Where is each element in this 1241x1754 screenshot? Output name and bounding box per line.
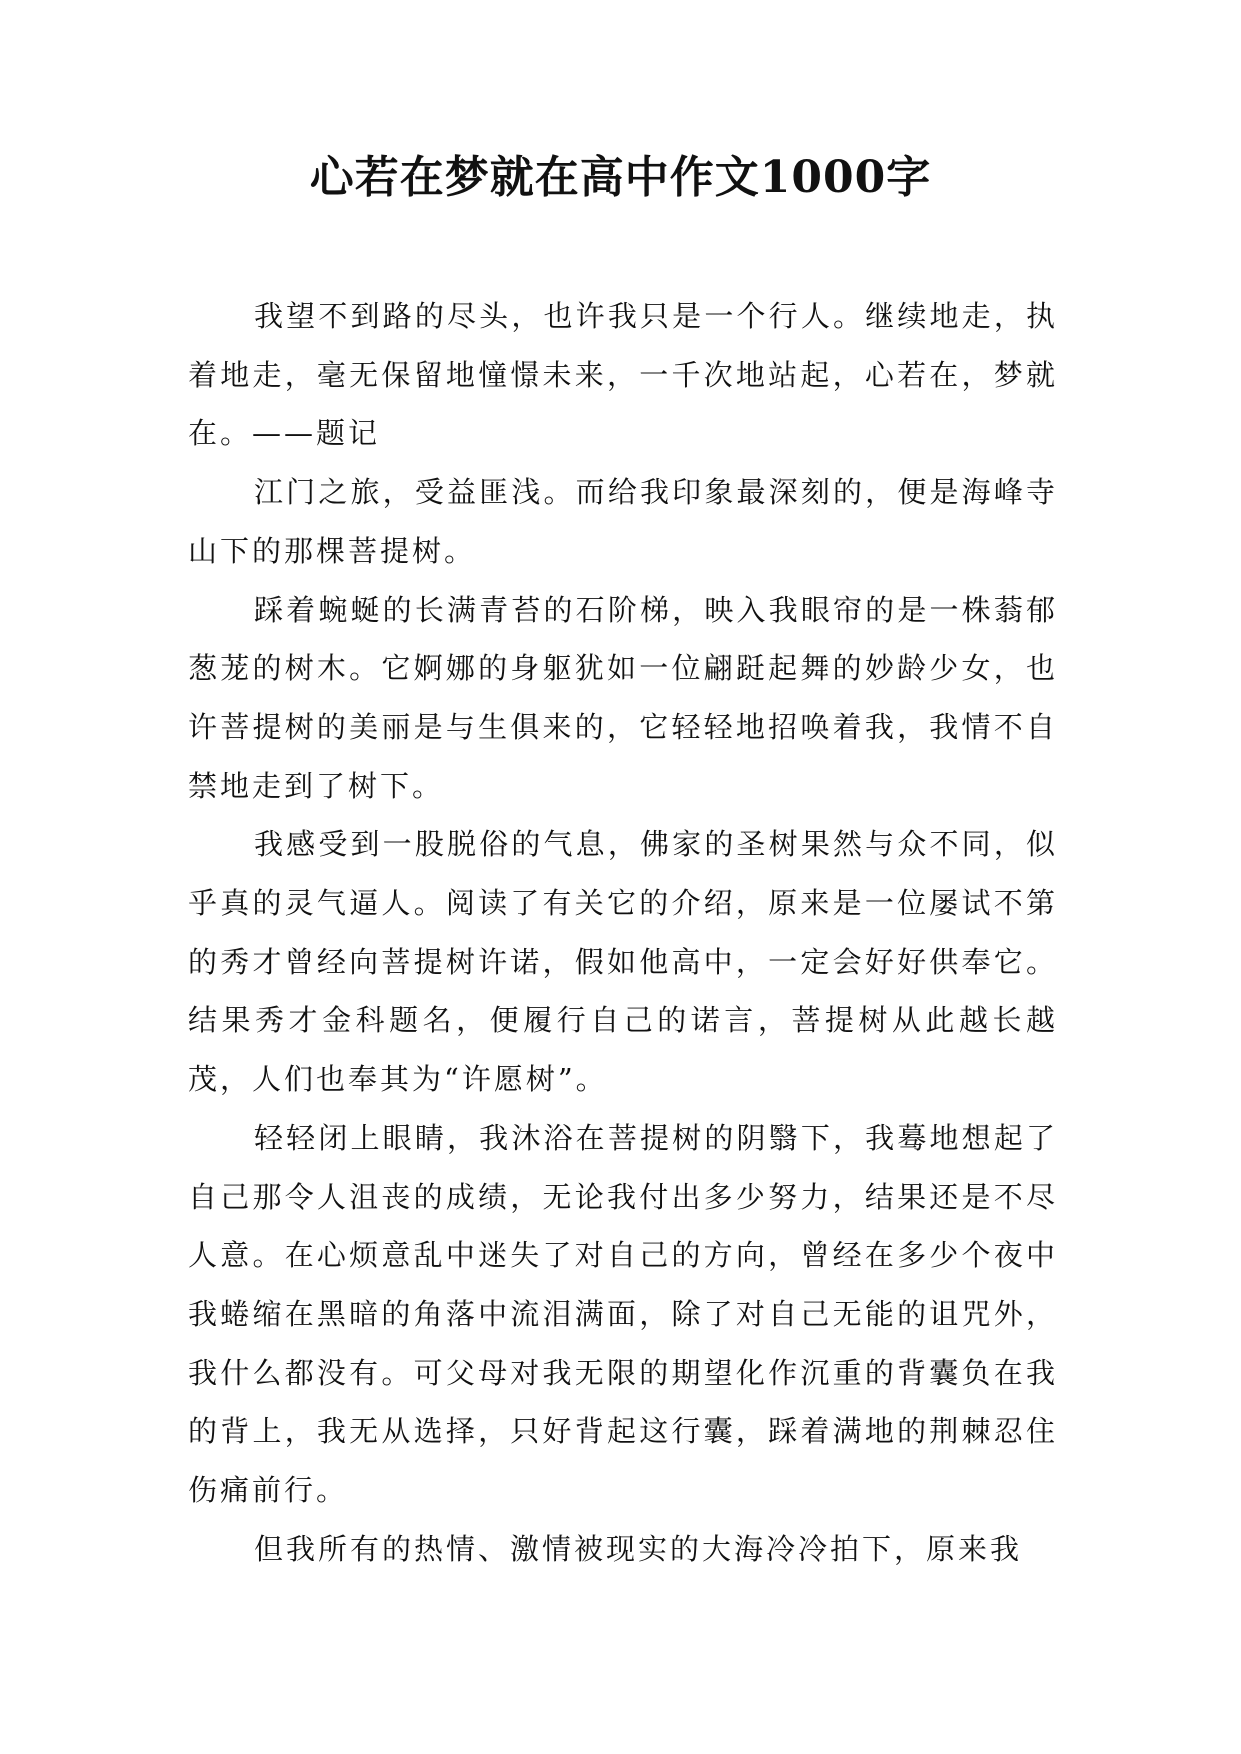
document-title: 心若在梦就在高中作文1000字: [309, 152, 932, 203]
paragraph-reflection: 轻轻闭上眼睛，我沐浴在菩提树的阴翳下，我蓦地想起了自己那令人沮丧的成绩，无论我付出多少努力，结果还是不尽人意。在心烦意乱中迷失了对自己的方向，曾经在多少个夜中我蜷缩在黑暗的角落中流泪满面，除了对自己无能的诅咒外，我什么都没有。可父母对我无限的期望化作沉重的背囊负在我的背上，我无从选择，只好背起这行囊，踩着满地的荆棘忍住伤痛前行。: [188, 1120, 1058, 1508]
paragraph-epigraph: 我望不到路的尽头，也许我只是一个行人。继续地走，执着地走，毫无保留地憧憬未来，一千次地站起，心若在，梦就在。——题记: [188, 299, 1058, 451]
paragraph-continuation: 但我所有的热情、激情被现实的大海冷冷拍下，原来我: [254, 1531, 1023, 1566]
paragraph-jiangmen-trip: 江门之旅，受益匪浅。而给我印象最深刻的，便是海峰寺山下的那棵菩提树。: [188, 475, 1058, 568]
paragraph-bodhi-tree: 踩着蜿蜒的长满青苔的石阶梯，映入我眼帘的是一株蓊郁葱茏的树木。它婀娜的身躯犹如一位翩跹起舞的妙龄少女，也许菩提树的美丽是与生俱来的，它轻轻地招唤着我，我情不自禁地走到了树下。: [188, 592, 1058, 803]
essay-body: [188, 287, 1058, 1578]
paragraph-wishing-tree: 我感受到一股脱俗的气息，佛家的圣树果然与众不同，似乎真的灵气逼人。阅读了有关它的介绍，原来是一位屡试不第的秀才曾经向菩提树许诺，假如他高中，一定会好好供奉它。结果秀才金科题名，便履行自己的诺言，菩提树从此越长越茂，人们也奉其为“许愿树”。: [188, 827, 1058, 1097]
